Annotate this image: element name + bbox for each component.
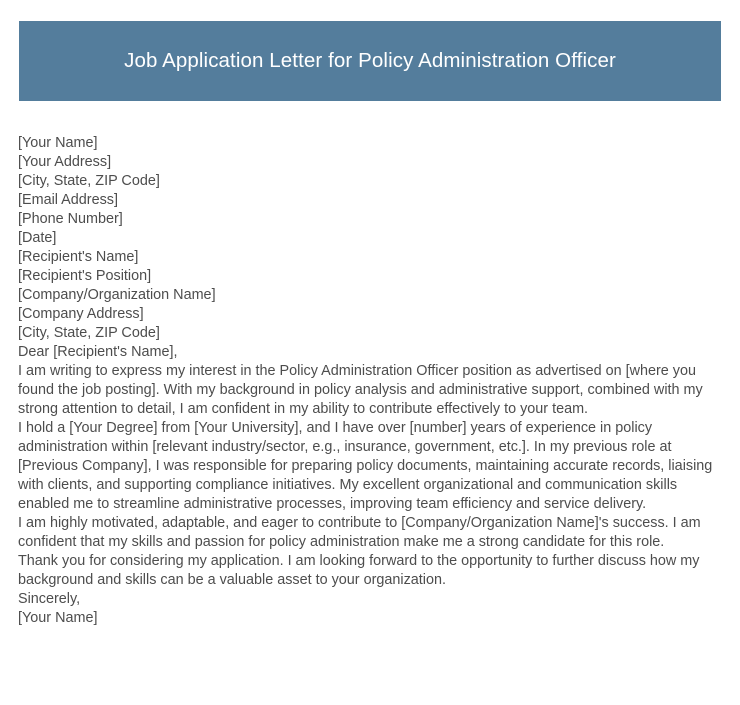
- sender-city-state-zip: [City, State, ZIP Code]: [18, 173, 160, 189]
- sender-address: [Your Address]: [18, 154, 112, 170]
- recipient-address: [Company Address]: [18, 306, 144, 322]
- body-paragraph-2: I hold a [Your Degree] from [Your University], and I have over [number] years of experience in policy administration within [relevant industry/sector, e.g., insurance, government, etc.]. In my previous role at [Previous Company], I was responsible for preparing policy documents, maintaining accurate records, liaising with clients, and supporting compliance initiatives. My excellent organizational and communication skills enabled me to streamline administrative processes, improving team efficiency and service delivery.: [18, 420, 713, 512]
- letter-content: [18, 134, 720, 628]
- page-title: Job Application Letter for Policy Administration Officer: [124, 48, 616, 72]
- recipient-company: [Company/Organization Name]: [18, 287, 216, 303]
- body-paragraph-4: Thank you for considering my application. I am looking forward to the opportunity to further discuss how my background and skills can be a valuable asset to your organization.: [18, 553, 700, 588]
- salutation: Dear [Recipient's Name],: [18, 344, 178, 360]
- recipient-name: [Recipient's Name]: [18, 249, 139, 265]
- letter-date: [Date]: [18, 230, 57, 246]
- sender-name: [Your Name]: [18, 135, 98, 151]
- document-header-banner: [19, 21, 721, 101]
- recipient-city-state-zip: [City, State, ZIP Code]: [18, 325, 160, 341]
- closing: Sincerely,: [18, 591, 81, 607]
- body-paragraph-1: I am writing to express my interest in the Policy Administration Officer position as advertised on [where you found the job posting]. With my background in policy analysis and administrative support, combined with my strong attention to detail, I am confident in my ability to contribute effectively to your team.: [18, 363, 703, 417]
- sender-phone: [Phone Number]: [18, 211, 123, 227]
- sender-email: [Email Address]: [18, 192, 118, 208]
- recipient-position: [Recipient's Position]: [18, 268, 152, 284]
- signature-name: [Your Name]: [18, 610, 98, 626]
- body-paragraph-3: I am highly motivated, adaptable, and eager to contribute to [Company/Organization Name]'s success. I am confident that my skills and passion for policy administration make me a strong candidate for this role.: [18, 515, 701, 550]
